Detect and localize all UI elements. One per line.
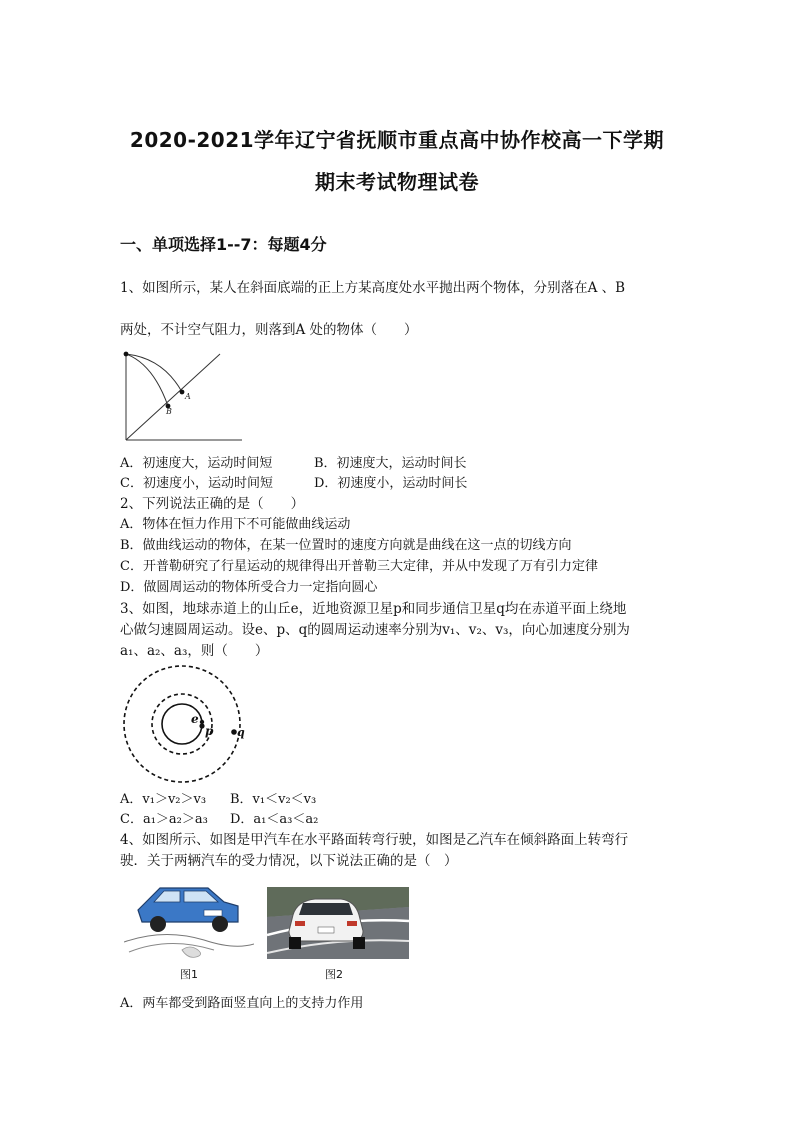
q4-figure-2-car-banked-road — [267, 887, 409, 959]
q1-option-b: B．初速度大，运动时间长 — [314, 456, 467, 471]
q3-fig-synchronous-orbit — [124, 666, 240, 782]
q4-figure-1-caption: 图1 — [180, 968, 198, 981]
q4-fig1-dust-cloud — [182, 947, 201, 957]
q1-fig-label-b: B — [166, 407, 172, 416]
q4-fig2-taillight-left — [295, 921, 305, 926]
q3-option-d: D．a₁＜a₃＜a₂ — [230, 812, 319, 827]
q3-stem-line1: 3、如图，地球赤道上的山丘e，近地资源卫星p和同步通信卫星q均在赤道平面上绕地 — [120, 601, 627, 617]
q3-fig-label-q: q — [237, 726, 245, 739]
q2-option-d: D．做圆周运动的物体所受合力一定指向圆心 — [120, 580, 378, 595]
q3-stem-line2: 心做匀速圆周运动。设e、p、q的圆周运动速率分别为v₁、v₂、v₃，向心加速度分别为 — [120, 622, 630, 638]
q4-fig2-taillight-right — [347, 921, 357, 926]
q4-figure-2-caption: 图2 — [325, 968, 343, 981]
q1-fig-point-a — [180, 390, 185, 395]
q4-fig1-license-plate — [204, 910, 222, 916]
q1-fig-trajectory-a — [126, 354, 182, 392]
q1-fig-incline-line — [126, 354, 220, 440]
q1-fig-launch-point — [124, 352, 129, 357]
q1-stem-line2: 两处，不计空气阻力，则落到A 处的物体（ ） — [120, 322, 418, 338]
q3-option-a: A．v₁＞v₂＞v₃ — [120, 792, 207, 807]
q1-option-c: C．初速度小，运动时间短 — [120, 476, 273, 491]
q4-stem-line1: 4、如图所示、如图是甲汽车在水平路面转弯行驶，如图是乙汽车在倾斜路面上转弯行 — [120, 832, 629, 848]
q4-figure-1-car-flat-road — [124, 880, 254, 960]
q3-fig-label-e: e — [191, 712, 199, 726]
q3-option-b: B．v₁＜v₂＜v₃ — [230, 792, 317, 807]
q2-option-c: C．开普勒研究了行星运动的规律得出开普勒三大定律，并从中发现了万有引力定律 — [120, 559, 598, 574]
q4-fig2-car-rear-window — [299, 903, 353, 915]
q3-fig-point-p — [199, 723, 204, 728]
page-title: 2020-2021学年辽宁省抚顺市重点高中协作校高一下学期 — [129, 128, 665, 152]
q4-option-a: A．两车都受到路面竖直向上的支持力作用 — [120, 996, 364, 1011]
q3-option-c: C．a₁＞a₂＞a₃ — [120, 812, 208, 827]
q4-fig1-wheel-rear — [212, 916, 228, 932]
q2-option-b: B．做曲线运动的物体，在某一位置时的速度方向就是曲线在这一点的切线方向 — [120, 538, 572, 553]
q1-option-a: A．初速度大，运动时间短 — [120, 456, 273, 471]
q4-fig2-wheel-left — [289, 937, 301, 949]
q1-option-d: D．初速度小，运动时间长 — [314, 476, 468, 491]
q3-stem-line3: a₁、a₂、a₃，则（ ） — [120, 643, 269, 659]
q4-fig1-tire-track-2 — [129, 943, 214, 952]
q4-fig2-license-plate — [318, 927, 334, 933]
section-heading: 一、单项选择1--7：每题4分 — [120, 235, 327, 254]
q3-fig-label-p: p — [205, 724, 214, 738]
page-subtitle: 期末考试物理试卷 — [315, 170, 479, 194]
q1-projectile-figure — [118, 348, 248, 444]
q4-stem-line2: 驶．关于两辆汽车的受力情况，以下说法正确的是（ ） — [120, 853, 458, 869]
q4-fig2-wheel-right — [353, 937, 365, 949]
q2-stem: 2、下列说法正确的是（ ） — [120, 496, 305, 512]
q1-fig-trajectory-b — [126, 354, 168, 406]
q2-option-a: A．物体在恒力作用下不可能做曲线运动 — [120, 517, 351, 532]
q4-fig1-wheel-front — [150, 916, 166, 932]
q1-fig-label-a: A — [185, 392, 191, 401]
q3-fig-point-q — [231, 729, 237, 735]
q1-stem-line1: 1、如图所示，某人在斜面底端的正上方某高度处水平抛出两个物体，分别落在A 、B — [120, 280, 626, 296]
q3-orbit-figure — [118, 660, 246, 788]
